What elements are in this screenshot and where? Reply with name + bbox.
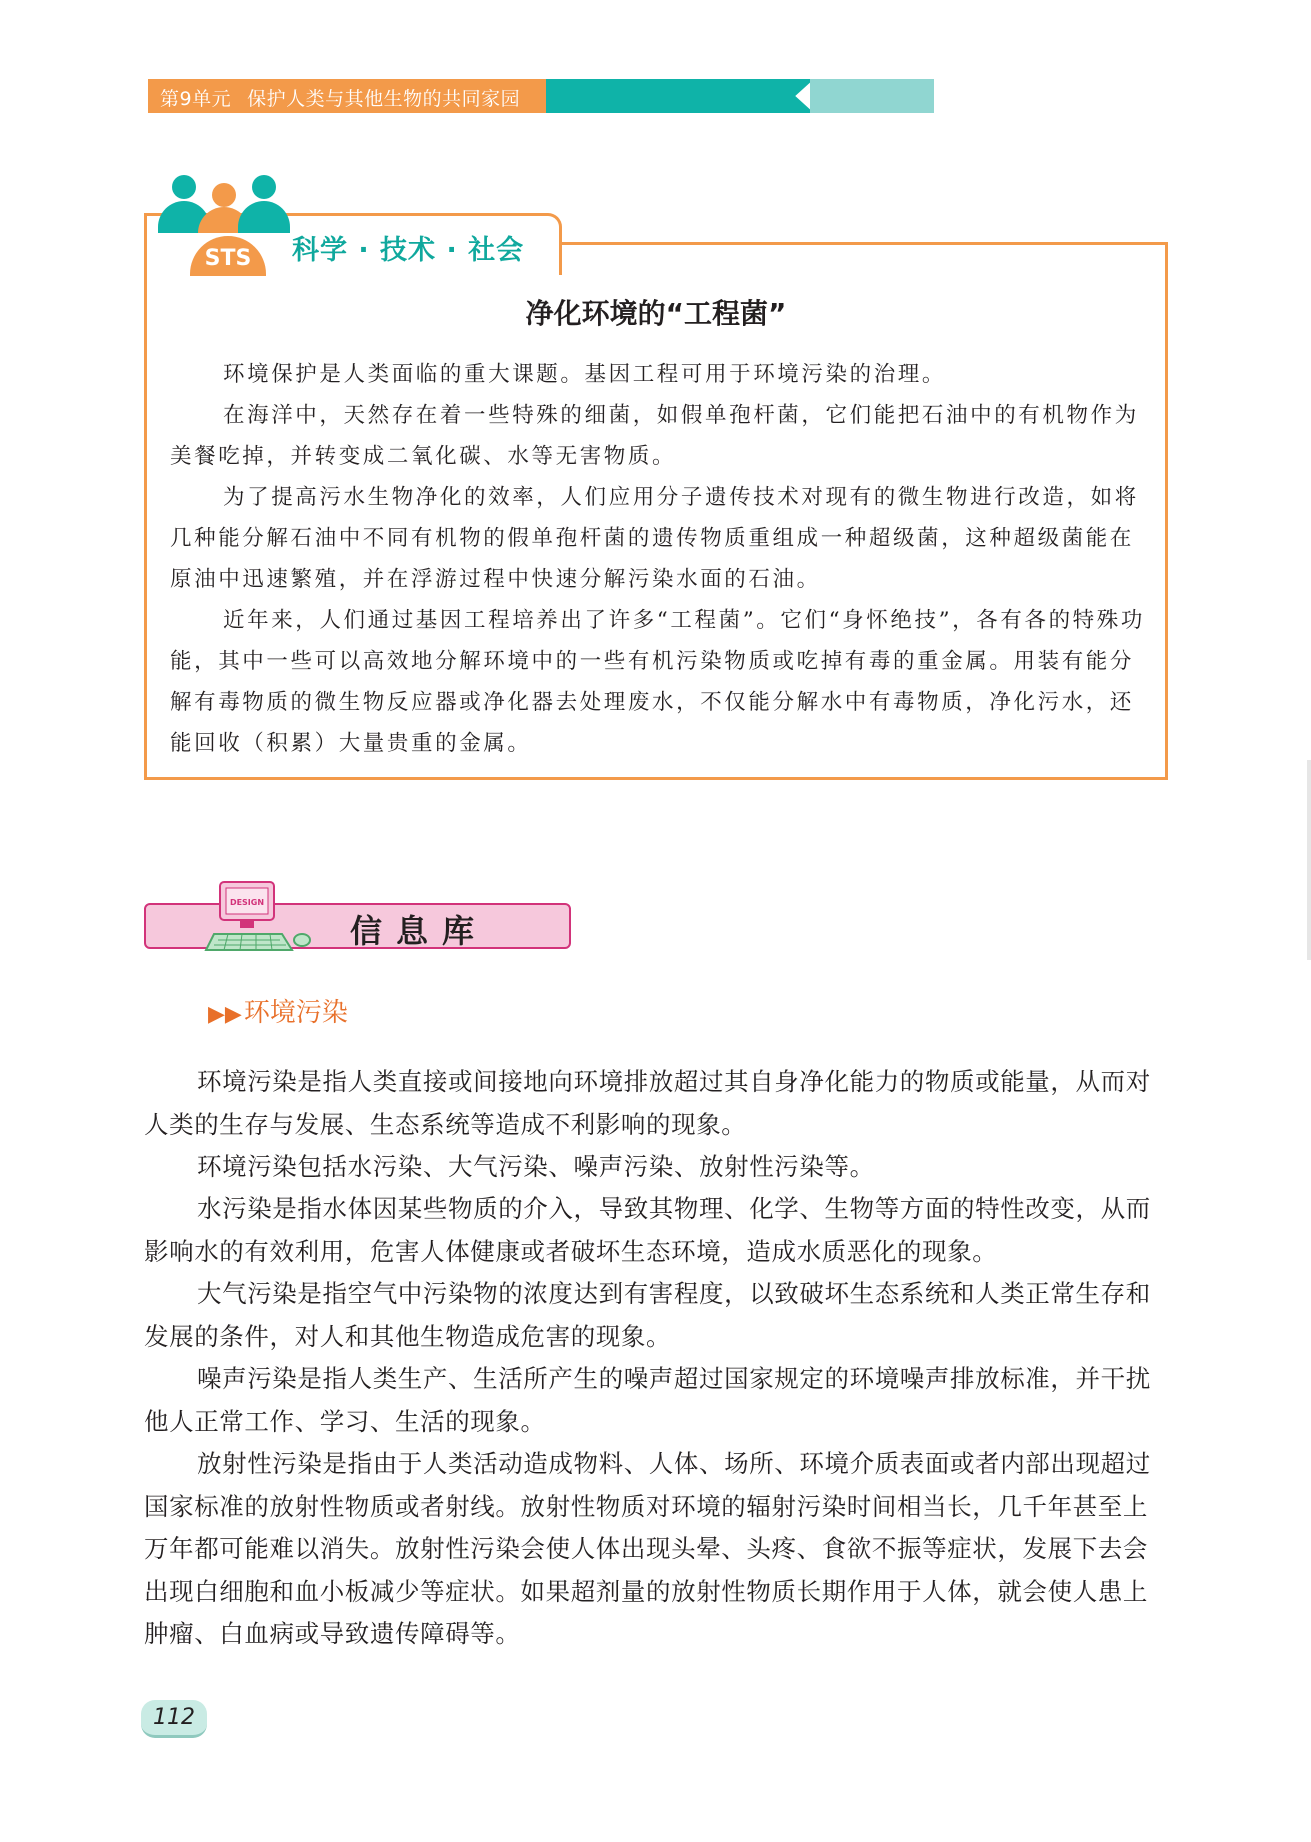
sts-section-title: 科学 · 技术 · 社会 <box>292 235 525 266</box>
banner-teal-segment <box>546 79 814 113</box>
body-paragraph: 水污染是指水体因某些物质的介入，导致其物理、化学、生物等方面的特性改变，从而影响水的有效利用，危害人体健康或者破坏生态环境，造成水质恶化的现象。 <box>144 1196 1151 1266</box>
body-paragraph: 噪声污染是指人类生产、生活所产生的噪声超过国家规定的环境噪声排放标准，并干扰他人正常工作、学习、生活的现象。 <box>144 1366 1151 1436</box>
page-number: 112 <box>141 1700 207 1738</box>
unit-title <box>160 84 520 111</box>
body-paragraph: 环境污染是指人类直接或间接地向环境排放超过其自身净化能力的物质或能量，从而对人类的生存与发展、生态系统等造成不利影响的现象。 <box>144 1069 1151 1139</box>
sts-paragraph: 在海洋中，天然存在着一些特殊的细菌，如假单孢杆菌，它们能把石油中的有机物作为美餐吃掉，并转变成二氧化碳、水等无害物质。 <box>170 403 1139 469</box>
section-heading <box>208 992 348 1029</box>
unit-banner <box>148 79 786 113</box>
page-edge-shadow <box>1307 760 1311 960</box>
unit-name: 保护人类与其他生物的共同家园 <box>247 88 521 110</box>
unit-number: 第9单元 <box>160 88 232 110</box>
people-icon <box>158 175 290 233</box>
sts-paragraph: 为了提高污水生物净化的效率，人们应用分子遗传技术对现有的微生物进行改造，如将几种能分解石油中不同有机物的假单孢杆菌的遗传物质重组成一种超级菌，这种超级菌能在原油中迅速繁殖，并在浮游过程中快速分解污染水面的石油。 <box>170 485 1139 592</box>
section-title: 环境污染 <box>243 998 348 1028</box>
body-paragraph: 环境污染包括水污染、大气污染、噪声污染、放射性污染等。 <box>197 1154 875 1181</box>
body-paragraph: 大气污染是指空气中污染物的浓度达到有害程度，以致破坏生态系统和人类正常生存和发展的条件，对人和其他生物造成危害的现象。 <box>144 1281 1151 1351</box>
arrow-icon: ▶▶ <box>208 1002 242 1027</box>
body-paragraph: 放射性污染是指由于人类活动造成物料、人体、场所、环境介质表面或者内部出现超过国家标准的放射性物质或者射线。放射性物质对环境的辐射污染时间相当长，几千年甚至上万年都可能难以消失。放射性污染会使人体出现头晕、头疼、食欲不振等症状，发展下去会出现白细胞和血小板减少等症状。如果超剂量的放射性物质长期作用于人体，就会使人患上肿瘤、白血病或导致遗传障碍等。 <box>144 1451 1151 1649</box>
computer-icon <box>204 880 312 958</box>
info-library-title: 信息库 <box>350 912 489 950</box>
sts-paragraph: 环境保护是人类面临的重大课题。基因工程可用于环境污染的治理。 <box>223 362 947 387</box>
banner-light-teal-segment <box>810 79 934 113</box>
sts-badge: STS <box>190 236 266 276</box>
sts-paragraph: 近年来，人们通过基因工程培养出了许多“工程菌”。它们“身怀绝技”，各有各的特殊功能，其中一些可以高效地分解环境中的一些有机污染物质或吃掉有毒的重金属。用装有能分解有毒物质的微生物反应器或净化器去处理废水，不仅能分解水中有毒物质，净化污水，还能回收（积累）大量贵重的金属。 <box>170 608 1145 756</box>
svg-text:DESIGN: DESIGN <box>229 898 265 907</box>
box-heading: 净化环境的“工程菌” <box>525 297 787 330</box>
